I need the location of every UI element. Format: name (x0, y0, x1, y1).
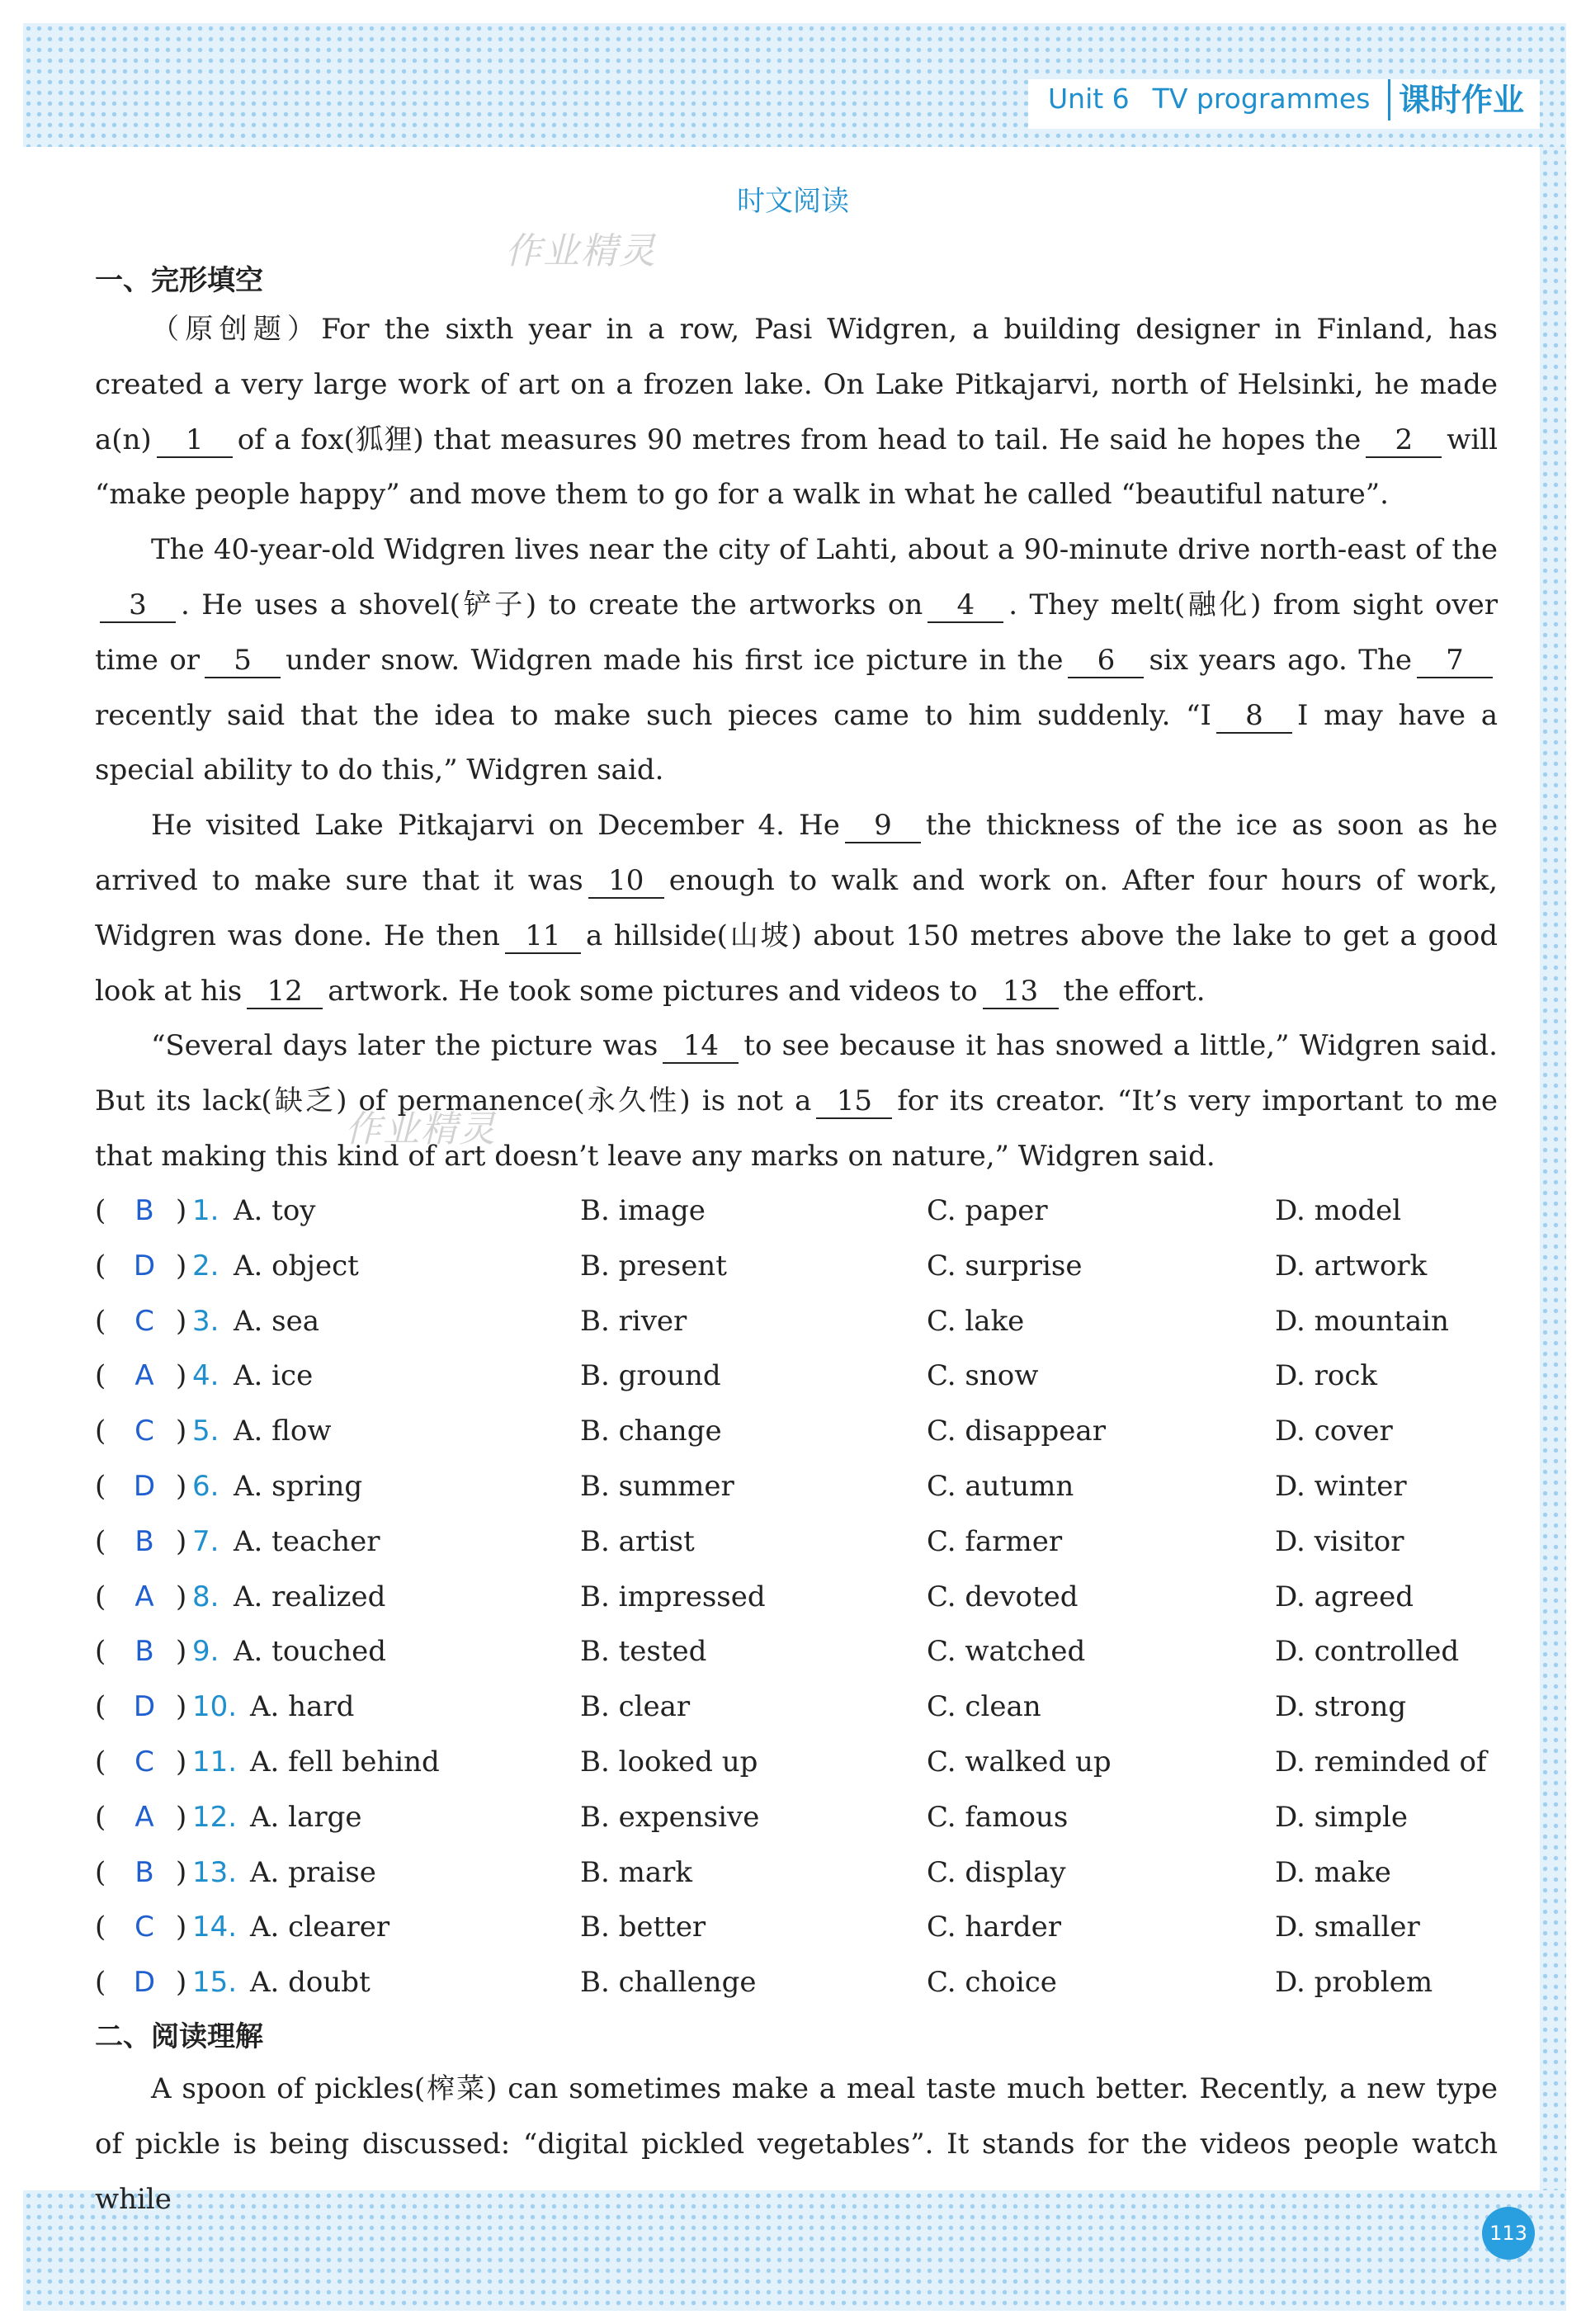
open-paren: ( (95, 1690, 106, 1724)
unit-title: TV programmes (1152, 83, 1371, 115)
option-a: A. teacher (234, 1524, 380, 1558)
passage-text: artwork. He took some pictures and videos to (328, 974, 978, 1008)
option-c: C. autumn (927, 1469, 1074, 1503)
question-number: 1. (192, 1194, 219, 1227)
option-c: C. surprise (927, 1249, 1083, 1282)
answer-letter: C (135, 1415, 154, 1448)
question-number: 3. (192, 1304, 219, 1338)
option-c: C. famous (927, 1800, 1069, 1834)
unit-label: Unit 6 (1048, 83, 1130, 115)
cloze-blank: 3 (100, 588, 176, 623)
passage-text: recently said that the idea to make such pieces came to him suddenly. “I (95, 698, 1211, 732)
cloze-passage (95, 302, 1498, 1184)
option-a: A. touched (234, 1635, 387, 1669)
option-d: D. winter (1275, 1469, 1407, 1503)
option-row (95, 1183, 1531, 1239)
passage-text: The 40-year-old Widgren lives near the city of Lahti, about a 90-minute drive north-east of the (151, 533, 1498, 567)
close-paren: ) (176, 1966, 187, 2000)
option-c: C. choice (927, 1966, 1057, 2000)
passage-text: under snow. Widgren made his first ice picture in the (286, 643, 1064, 677)
passage-text: of a fox(狐狸) that measures 90 metres from head to tail. He said he hopes the (237, 423, 1362, 456)
option-a: A. hard (250, 1690, 355, 1724)
open-paren: ( (95, 1580, 106, 1613)
watermark-logo: 作业精灵 (505, 230, 657, 272)
option-a: A. doubt (250, 1966, 371, 2000)
open-paren: ( (95, 1911, 106, 1944)
close-paren: ) (176, 1415, 187, 1448)
open-paren: ( (95, 1469, 106, 1503)
cloze-paragraph (95, 1018, 1498, 1183)
close-paren: ) (176, 1911, 187, 1944)
option-d: D. artwork (1275, 1249, 1428, 1282)
option-row (95, 1570, 1531, 1625)
question-number: 12. (192, 1800, 238, 1834)
question-number: 4. (192, 1359, 219, 1393)
passage-text: . They melt(融化) from sight over time or (95, 588, 1498, 677)
close-paren: ) (176, 1580, 187, 1613)
option-row (95, 1955, 1531, 2010)
passage-text: （原创题）For the sixth year in a row, Pasi Widgren, a building designer in Finland, has created a very large work of art on a frozen lake. On Lake Pitkajarvi, north of Helsinki, he made a(n) (95, 313, 1498, 456)
answer-letter: A (135, 1580, 154, 1613)
cloze-blank: 12 (247, 975, 323, 1009)
open-paren: ( (95, 1249, 106, 1282)
option-b: B. challenge (580, 1966, 757, 2000)
option-b: B. image (580, 1194, 706, 1227)
reading-heading: 二、阅读理解 (95, 2020, 263, 2053)
option-b: B. present (580, 1249, 727, 1282)
option-c: C. devoted (927, 1580, 1079, 1613)
option-row (95, 1459, 1531, 1514)
option-d: D. simple (1275, 1800, 1408, 1834)
option-b: B. summer (580, 1469, 734, 1503)
cloze-blank: 5 (205, 644, 281, 678)
answer-letter: D (133, 1469, 156, 1503)
cloze-paragraph (95, 522, 1498, 798)
answer-options (95, 1183, 1531, 2010)
option-a: A. clearer (250, 1911, 390, 1944)
answer-letter: A (135, 1359, 154, 1393)
option-c: C. walked up (927, 1745, 1112, 1778)
option-d: D. rock (1275, 1359, 1378, 1393)
question-number: 11. (192, 1745, 238, 1778)
passage-text: . He uses a shovel(铲子) to create the artworks on (181, 588, 923, 621)
answer-letter: D (133, 1690, 156, 1724)
answer-letter: D (133, 1249, 156, 1282)
option-a: A. sea (234, 1304, 320, 1338)
option-row (95, 1624, 1531, 1679)
passage-text: He visited Lake Pitkajarvi on December 4. He (151, 809, 840, 843)
passage-text: the thickness of the ice as soon as he arrived to make sure that it was (95, 809, 1498, 897)
passage-text: enough to walk and work on. After four hours of work, Widgren was done. He then (95, 863, 1498, 952)
section-title: 时文阅读 (737, 185, 849, 218)
answer-letter: C (135, 1745, 154, 1778)
question-number: 8. (192, 1580, 219, 1613)
option-row (95, 1294, 1531, 1349)
question-number: 7. (192, 1524, 219, 1558)
option-c: C. farmer (927, 1524, 1063, 1558)
option-b: B. expensive (580, 1800, 760, 1834)
option-d: D. make (1275, 1855, 1391, 1889)
option-b: B. change (580, 1415, 722, 1448)
cloze-blank: 7 (1417, 644, 1493, 678)
option-a: A. flow (234, 1415, 332, 1448)
reading-passage (95, 2062, 1498, 2227)
open-paren: ( (95, 1304, 106, 1338)
passage-text: I may have a special ability to do this,” Widgren said. (95, 698, 1498, 787)
option-c: C. clean (927, 1690, 1041, 1724)
option-d: D. cover (1275, 1415, 1393, 1448)
right-dot-band (1540, 147, 1566, 2190)
cloze-paragraph (95, 798, 1498, 1018)
option-d: D. problem (1275, 1966, 1433, 2000)
close-paren: ) (176, 1524, 187, 1558)
option-row (95, 1845, 1531, 1901)
passage-text: six years ago. The (1149, 643, 1412, 677)
passage-text: a hillside(山坡) about 150 metres above the lake to get a good look at his (95, 919, 1498, 1008)
option-row (95, 1679, 1531, 1735)
cloze-blank: 8 (1216, 699, 1292, 734)
cloze-blank: 4 (928, 588, 1003, 623)
option-c: C. snow (927, 1359, 1039, 1393)
answer-letter: C (135, 1911, 154, 1944)
option-b: B. looked up (580, 1745, 758, 1778)
answer-letter: B (135, 1855, 154, 1889)
cloze-blank: 2 (1366, 423, 1442, 458)
open-paren: ( (95, 1745, 106, 1778)
option-a: A. large (250, 1800, 362, 1834)
option-b: B. ground (580, 1359, 721, 1393)
option-a: A. object (234, 1249, 359, 1282)
cloze-blank: 14 (663, 1029, 739, 1064)
open-paren: ( (95, 1800, 106, 1834)
option-a: A. ice (234, 1359, 314, 1393)
question-number: 13. (192, 1855, 238, 1889)
option-a: A. praise (250, 1855, 376, 1889)
option-c: C. paper (927, 1194, 1048, 1227)
brand-badge: 课时作业 (1388, 79, 1532, 120)
question-number: 6. (192, 1469, 219, 1503)
close-paren: ) (176, 1194, 187, 1227)
cloze-paragraph (95, 302, 1498, 522)
option-b: B. mark (580, 1855, 692, 1889)
option-c: C. harder (927, 1911, 1061, 1944)
question-number: 15. (192, 1966, 238, 2000)
option-row (95, 1735, 1531, 1790)
open-paren: ( (95, 1415, 106, 1448)
cloze-blank: 13 (983, 975, 1059, 1009)
close-paren: ) (176, 1745, 187, 1778)
close-paren: ) (176, 1249, 187, 1282)
cloze-blank: 9 (845, 809, 921, 843)
question-number: 10. (192, 1690, 238, 1724)
question-number: 14. (192, 1911, 238, 1944)
close-paren: ) (176, 1690, 187, 1724)
answer-letter: D (133, 1966, 156, 2000)
option-b: B. better (580, 1911, 706, 1944)
passage-text: for its creator. “It’s very important to me that making this kind of art doesn’t leave any marks on nature,” Widgren said. (95, 1084, 1498, 1173)
option-b: B. clear (580, 1690, 691, 1724)
option-b: B. tested (580, 1635, 707, 1669)
cloze-blank: 6 (1068, 644, 1144, 678)
option-row (95, 1900, 1531, 1955)
close-paren: ) (176, 1855, 187, 1889)
answer-letter: B (135, 1194, 154, 1227)
open-paren: ( (95, 1359, 106, 1393)
option-row (95, 1404, 1531, 1459)
close-paren: ) (176, 1635, 187, 1669)
open-paren: ( (95, 1524, 106, 1558)
option-d: D. reminded of (1275, 1745, 1487, 1778)
option-d: D. controlled (1275, 1635, 1460, 1669)
option-b: B. impressed (580, 1580, 766, 1613)
close-paren: ) (176, 1359, 187, 1393)
cloze-blank: 1 (157, 423, 233, 458)
option-a: A. realized (234, 1580, 386, 1613)
cloze-blank: 11 (505, 919, 581, 954)
option-c: C. disappear (927, 1415, 1106, 1448)
question-number: 5. (192, 1415, 219, 1448)
option-c: C. lake (927, 1304, 1025, 1338)
option-a: A. fell behind (250, 1745, 440, 1778)
answer-letter: B (135, 1524, 154, 1558)
answer-letter: C (135, 1304, 154, 1338)
open-paren: ( (95, 1966, 106, 2000)
option-d: D. strong (1275, 1690, 1407, 1724)
open-paren: ( (95, 1855, 106, 1889)
option-row (95, 1790, 1531, 1845)
open-paren: ( (95, 1635, 106, 1669)
option-b: B. artist (580, 1524, 695, 1558)
page-number-badge: 113 (1482, 2207, 1535, 2260)
close-paren: ) (176, 1800, 187, 1834)
option-row (95, 1514, 1531, 1570)
running-header (1048, 83, 1393, 115)
option-d: D. agreed (1275, 1580, 1414, 1613)
option-d: D. visitor (1275, 1524, 1404, 1558)
passage-text: will “make people happy” and move them to go for a walk in what he called “beautiful nature”. (95, 423, 1498, 512)
passage-text: the effort. (1063, 974, 1206, 1008)
option-d: D. smaller (1275, 1911, 1420, 1944)
cloze-blank: 15 (816, 1084, 892, 1119)
answer-letter: B (135, 1635, 154, 1669)
question-number: 2. (192, 1249, 219, 1282)
option-row (95, 1239, 1531, 1294)
watermark-logo: 作业精灵 (345, 1108, 497, 1150)
option-c: C. watched (927, 1635, 1086, 1669)
answer-letter: A (135, 1800, 154, 1834)
option-d: D. model (1275, 1194, 1402, 1227)
passage-text: to see because it has snowed a little,” Widgren said. But its lack(缺乏) of permanence(永久性) is not a (95, 1029, 1498, 1118)
option-a: A. toy (234, 1194, 316, 1227)
close-paren: ) (176, 1469, 187, 1503)
open-paren: ( (95, 1194, 106, 1227)
cloze-heading: 一、完形填空 (95, 264, 263, 297)
cloze-blank: 10 (588, 864, 664, 899)
option-d: D. mountain (1275, 1304, 1449, 1338)
close-paren: ) (176, 1304, 187, 1338)
passage-text: “Several days later the picture was (151, 1029, 658, 1063)
option-b: B. river (580, 1304, 687, 1338)
option-c: C. display (927, 1855, 1066, 1889)
reading-paragraph: A spoon of pickles(榨菜) can sometimes make a meal taste much better. Recently, a new type of pickle is being discussed: “digital pickled vegetables”. It stands for the videos people watch while (95, 2072, 1498, 2216)
option-a: A. spring (234, 1469, 363, 1503)
option-row (95, 1349, 1531, 1404)
question-number: 9. (192, 1635, 219, 1669)
